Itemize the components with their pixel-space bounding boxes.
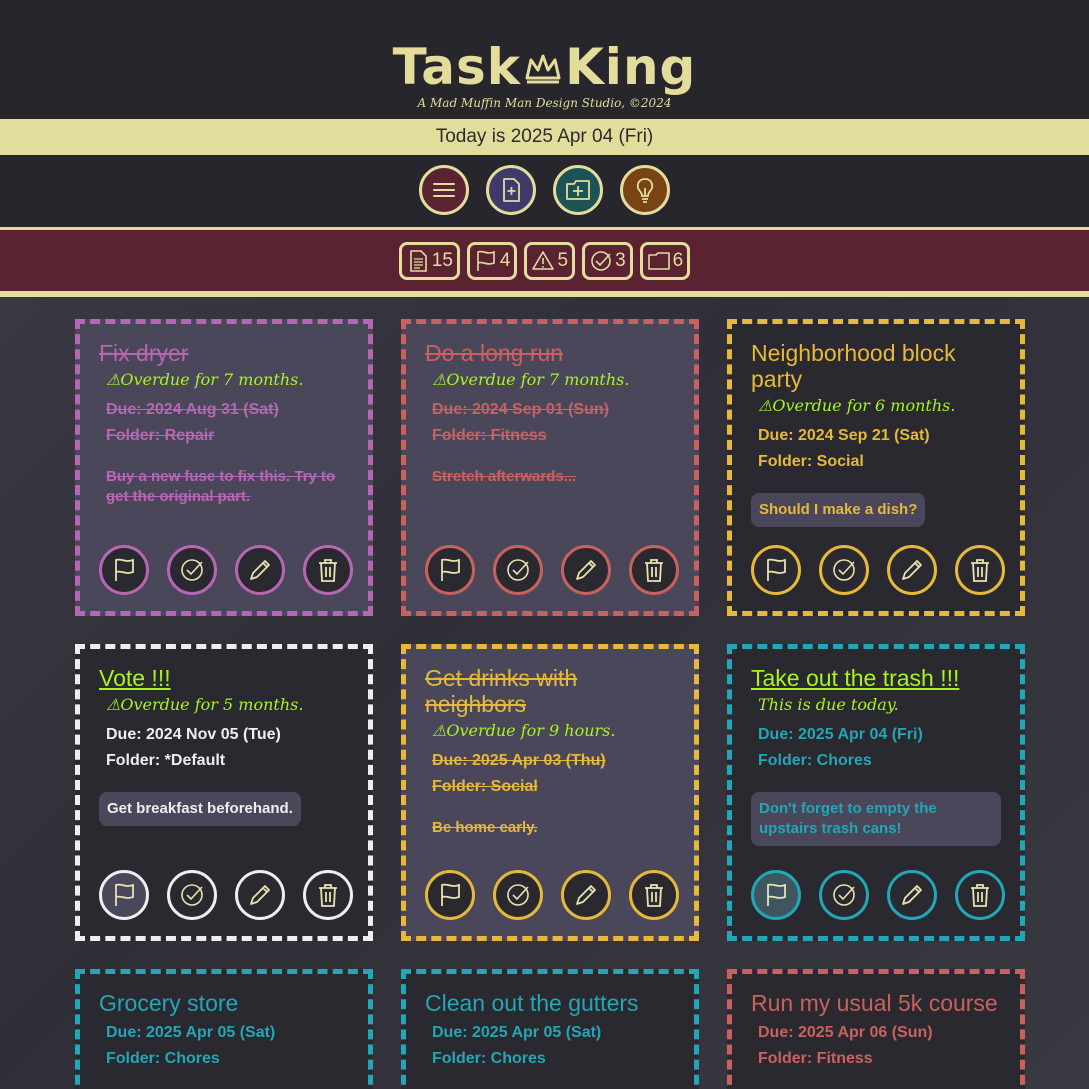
complete-button[interactable]: [819, 870, 869, 920]
today-banner: Today is 2025 Apr 04 (Fri): [0, 119, 1089, 155]
task-due-status: This is due today.: [758, 695, 899, 714]
task-due-date: Due: 2024 Sep 01 (Sun): [432, 401, 609, 418]
task-folder: Folder: Fitness: [432, 427, 547, 444]
complete-button[interactable]: [819, 545, 869, 595]
delete-button[interactable]: [955, 545, 1005, 595]
trash-icon: [966, 556, 994, 584]
stat-overdue-count: 5: [557, 249, 569, 271]
task-notes: Stretch afterwards...: [432, 468, 577, 485]
stat-completed[interactable]: [582, 242, 633, 280]
pencil-icon: [572, 556, 600, 584]
delete-button[interactable]: [303, 870, 353, 920]
edit-button[interactable]: [887, 870, 937, 920]
stat-overdue[interactable]: [524, 242, 575, 280]
app-subtitle: A Mad Muffin Man Design Studio, ©2024: [417, 96, 672, 110]
stat-flagged[interactable]: [467, 242, 518, 280]
flag-icon: [762, 556, 790, 584]
complete-button[interactable]: [167, 870, 217, 920]
task-due-date: Due: 2024 Nov 05 (Tue): [106, 726, 281, 743]
check-circle-icon: [830, 881, 858, 909]
delete-button[interactable]: [955, 870, 1005, 920]
task-notes: Buy a new fuse to fix this. Try to get the original part.: [106, 468, 336, 505]
delete-button[interactable]: [629, 545, 679, 595]
task-due-date: Due: 2025 Apr 05 (Sat): [432, 1024, 602, 1041]
task-title[interactable]: Neighborhood block party: [751, 340, 956, 392]
edit-button[interactable]: [887, 545, 937, 595]
flag-icon: [436, 556, 464, 584]
flag-button[interactable]: [425, 870, 475, 920]
app-logo: [0, 38, 1089, 96]
hamburger-icon: [430, 176, 458, 204]
task-notes: Get breakfast beforehand.: [99, 792, 301, 826]
task-due-date: Due: 2024 Sep 21 (Sat): [758, 427, 930, 444]
task-due-date: Due: 2024 Aug 31 (Sat): [106, 401, 279, 418]
crown-icon: [523, 48, 563, 88]
task-title[interactable]: Take out the trash !!!: [751, 665, 960, 691]
task-actions: [751, 545, 1005, 595]
pencil-icon: [246, 556, 274, 584]
task-card[interactable]: [401, 644, 699, 941]
lightbulb-icon: [631, 176, 659, 204]
task-due-status: ⚠Overdue for 7 months.: [106, 370, 304, 389]
main-toolbar: [0, 165, 1089, 217]
stat-completed-count: 3: [615, 249, 626, 271]
stat-folders[interactable]: [640, 242, 691, 280]
task-folder: Folder: Social: [432, 778, 538, 795]
task-notes: Should I make a dish?: [751, 493, 925, 527]
pencil-icon: [898, 556, 926, 584]
task-title[interactable]: Fix dryer: [99, 340, 189, 366]
warning-icon: [531, 249, 555, 273]
task-title[interactable]: Vote !!!: [99, 665, 171, 691]
edit-button[interactable]: [561, 870, 611, 920]
task-card[interactable]: [727, 644, 1025, 941]
stat-total-tasks[interactable]: [399, 242, 460, 280]
new-task-button[interactable]: [486, 165, 536, 215]
check-circle-icon: [830, 556, 858, 584]
stat-folders-count: 6: [672, 249, 684, 271]
check-circle-icon: [178, 881, 206, 909]
flag-button[interactable]: [99, 870, 149, 920]
edit-button[interactable]: [235, 545, 285, 595]
flag-button[interactable]: [99, 545, 149, 595]
task-card[interactable]: [727, 969, 1025, 1089]
task-folder: Folder: Repair: [106, 427, 215, 444]
logo-text-task: Task: [392, 38, 522, 96]
flag-icon: [436, 881, 464, 909]
task-folder: Folder: Fitness: [758, 1050, 873, 1067]
task-due-date: Due: 2025 Apr 05 (Sat): [106, 1024, 276, 1041]
edit-button[interactable]: [235, 870, 285, 920]
task-card[interactable]: [75, 319, 373, 616]
document-icon: [406, 249, 430, 273]
pencil-icon: [572, 881, 600, 909]
flag-button[interactable]: [751, 870, 801, 920]
new-folder-button[interactable]: [553, 165, 603, 215]
task-card[interactable]: [401, 319, 699, 616]
task-actions: [99, 545, 353, 595]
flag-button[interactable]: [751, 545, 801, 595]
task-folder: Folder: Chores: [432, 1050, 546, 1067]
task-folder: Folder: Chores: [106, 1050, 220, 1067]
pencil-icon: [246, 881, 274, 909]
task-actions: [751, 870, 1005, 920]
trash-icon: [314, 556, 342, 584]
trash-icon: [966, 881, 994, 909]
flag-icon: [110, 881, 138, 909]
complete-button[interactable]: [493, 870, 543, 920]
stat-flagged-count: 4: [499, 249, 511, 271]
task-folder: Folder: *Default: [106, 752, 226, 769]
edit-button[interactable]: [561, 545, 611, 595]
task-due-date: Due: 2025 Apr 04 (Fri): [758, 726, 923, 743]
task-title[interactable]: Do a long run: [425, 340, 564, 366]
task-actions: [425, 545, 679, 595]
task-due-date: Due: 2025 Apr 03 (Thu): [432, 752, 606, 769]
delete-button[interactable]: [629, 870, 679, 920]
task-card[interactable]: [727, 319, 1025, 616]
task-card[interactable]: [401, 969, 699, 1089]
check-circle-icon: [178, 556, 206, 584]
task-due-status: ⚠Overdue for 6 months.: [758, 396, 956, 415]
trash-icon: [314, 881, 342, 909]
idea-button[interactable]: [620, 165, 670, 215]
task-title[interactable]: Grocery store: [99, 990, 239, 1016]
menu-button[interactable]: [419, 165, 469, 215]
delete-button[interactable]: [303, 545, 353, 595]
task-title[interactable]: Clean out the gutters: [425, 990, 639, 1016]
task-title[interactable]: Get drinks with neighbors: [425, 665, 578, 717]
new-document-icon: [497, 176, 525, 204]
new-folder-icon: [564, 176, 592, 204]
check-circle-icon: [589, 249, 613, 273]
task-folder: Folder: Social: [758, 453, 864, 470]
stat-total-count: 15: [431, 249, 453, 271]
task-card[interactable]: [75, 969, 373, 1089]
trash-icon: [640, 881, 668, 909]
task-folder: Folder: Chores: [758, 752, 872, 769]
task-board: [0, 297, 1089, 1089]
task-actions: [425, 870, 679, 920]
task-due-status: ⚠Overdue for 5 months.: [106, 695, 304, 714]
task-notes: Don't forget to empty the upstairs trash cans!: [751, 792, 1001, 846]
stats-bar: [0, 227, 1089, 297]
flag-button[interactable]: [425, 545, 475, 595]
complete-button[interactable]: [493, 545, 543, 595]
task-due-status: ⚠Overdue for 7 months.: [432, 370, 630, 389]
flag-icon: [474, 249, 498, 273]
pencil-icon: [898, 881, 926, 909]
trash-icon: [640, 556, 668, 584]
check-circle-icon: [504, 556, 532, 584]
task-due-date: Due: 2025 Apr 06 (Sun): [758, 1024, 933, 1041]
logo-text-king: King: [565, 38, 697, 96]
task-notes: Be home early.: [432, 819, 538, 836]
folder-icon: [647, 249, 671, 273]
complete-button[interactable]: [167, 545, 217, 595]
task-due-status: ⚠Overdue for 9 hours.: [432, 721, 616, 740]
task-actions: [99, 870, 353, 920]
flag-icon: [762, 881, 790, 909]
app-header: [0, 0, 1089, 118]
flag-icon: [110, 556, 138, 584]
task-title[interactable]: Run my usual 5k course: [751, 990, 998, 1016]
task-card[interactable]: [75, 644, 373, 941]
check-circle-icon: [504, 881, 532, 909]
